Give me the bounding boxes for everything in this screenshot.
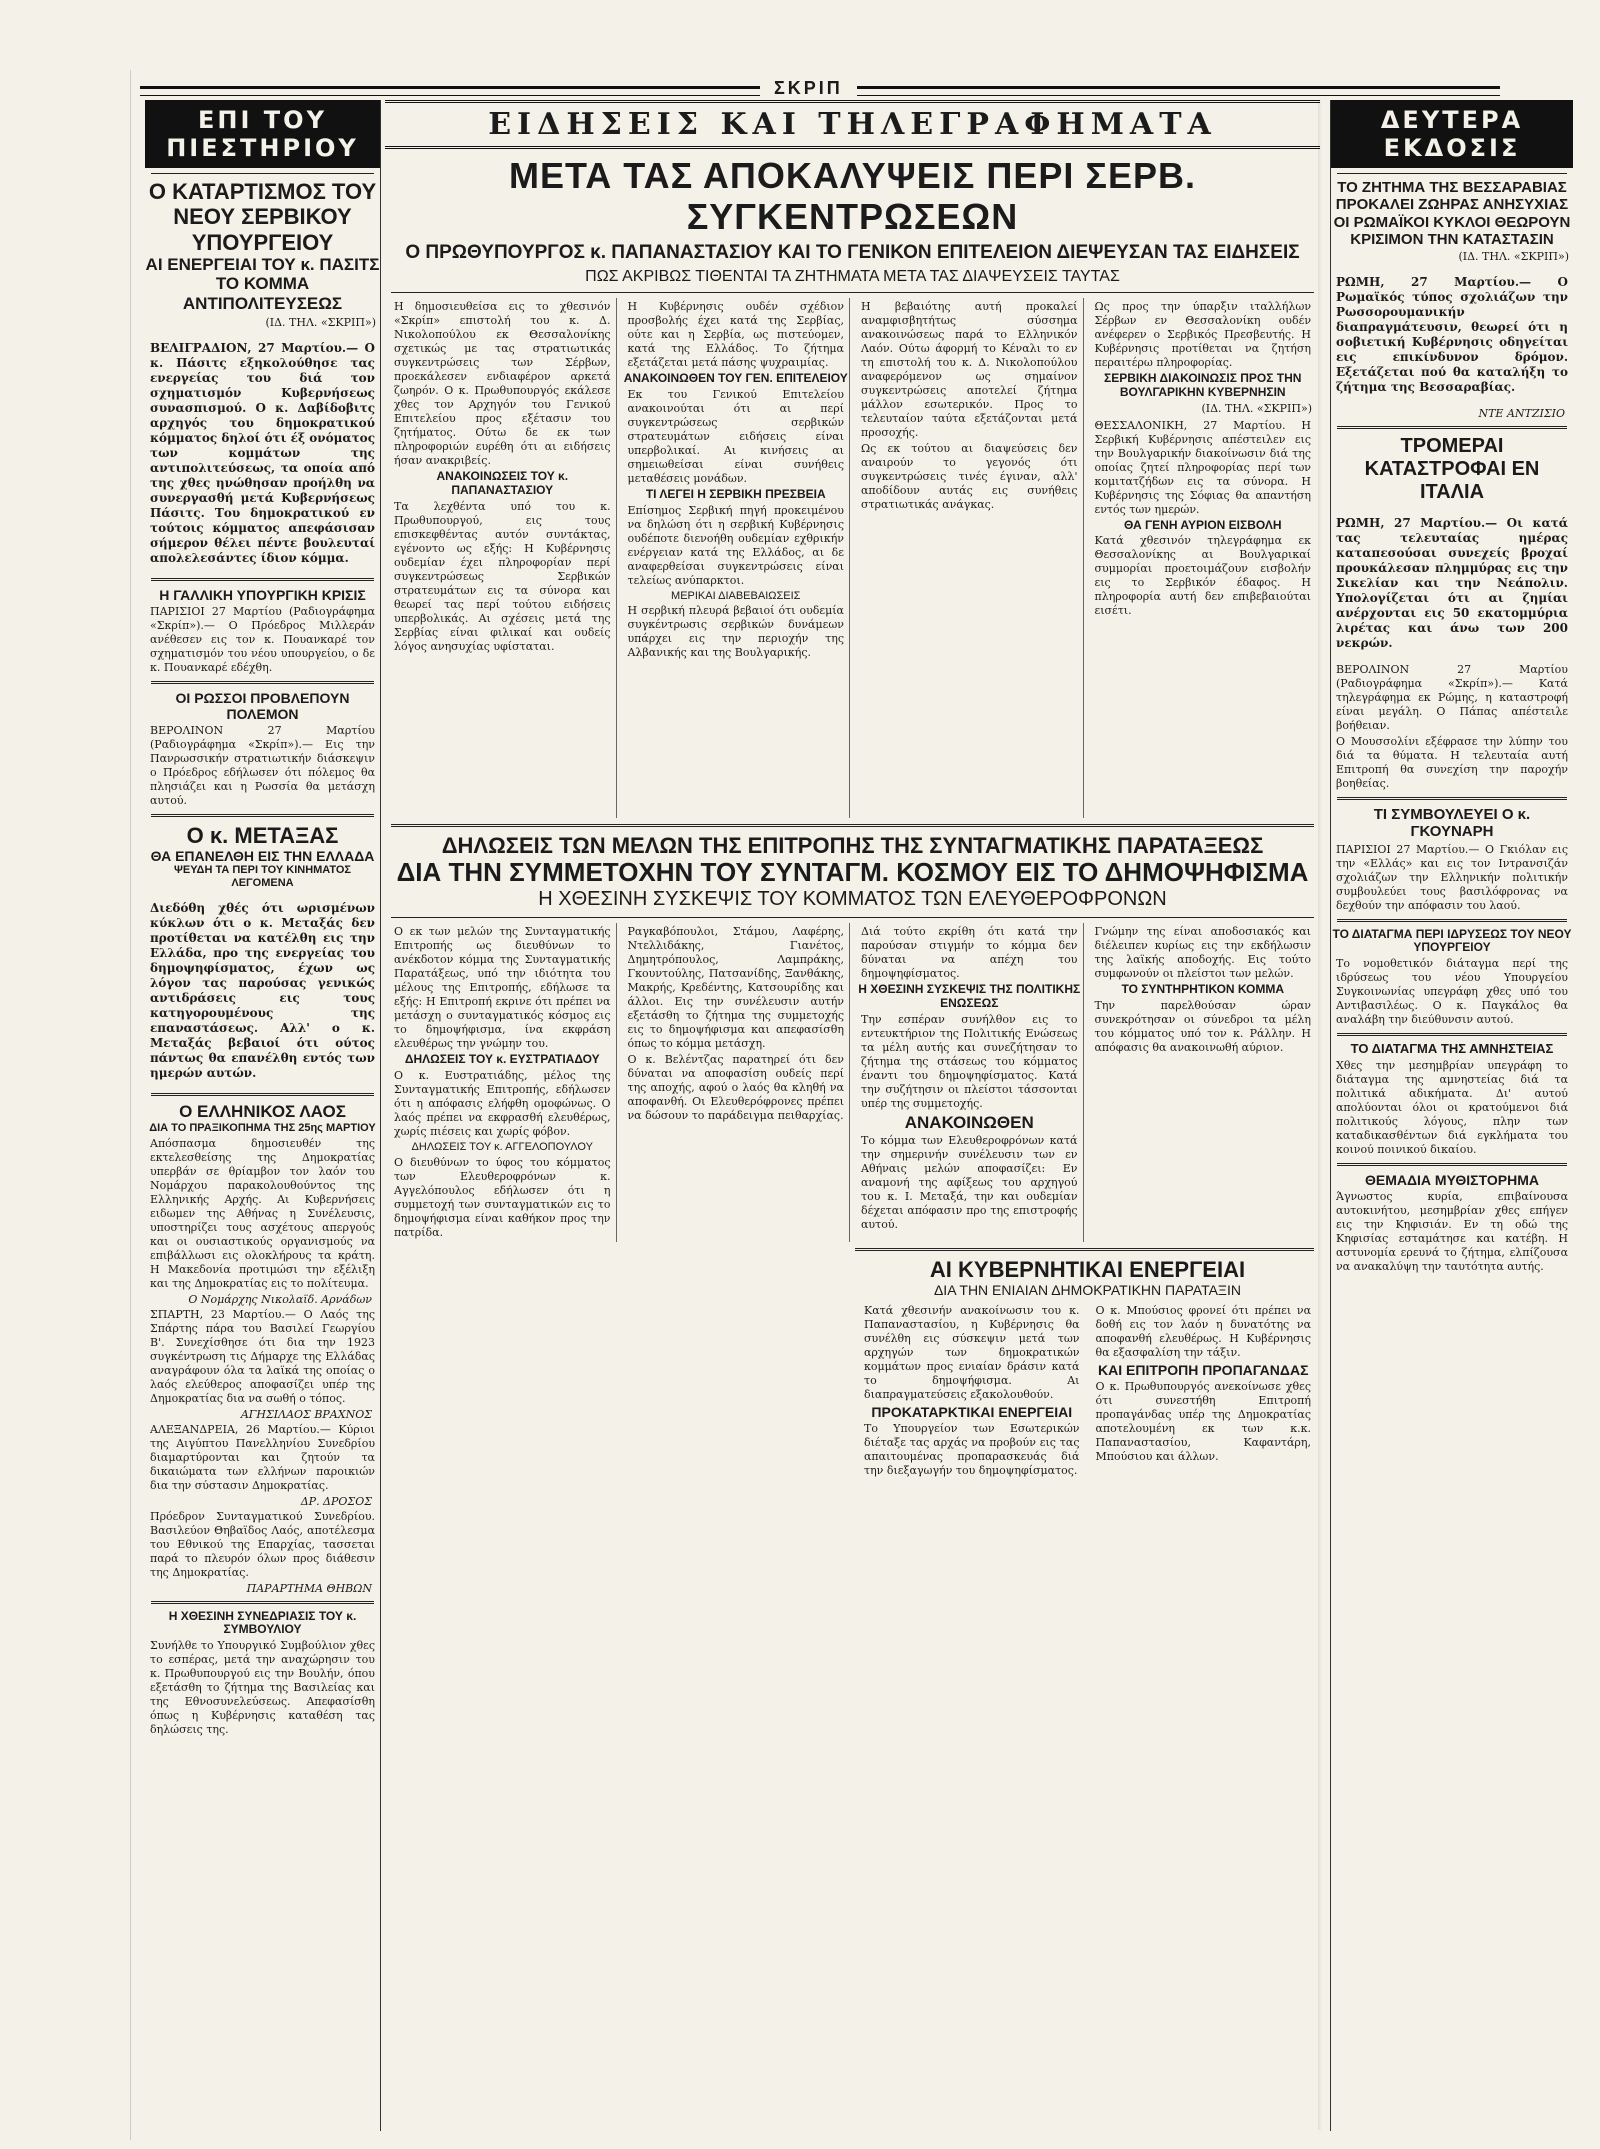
- article-body: ΒΕΛΙΓΡΑΔΙΟΝ, 27 Μαρτίου.— Ο κ. Πάσιτς εξηκολούθησε τας ενεργείας του διά τον σχηματισμόν Κυβερνήσεως συνασπισμού. Ο κ. Δαβίδοβιτς αρχηγός του δημοκρατικού κόμματος δηλοί ότι έξ ονόματος των κομμάτων της αντιπολιτεύσεως, τα οποία από της χθες ηνώθησαν προήλθη να συνεργασθή μετά Κυβερνήσεως Πάσιτς. Του δημοκρατικού εν τούτοις κόμματος απεφάσισαν σήμερον θέλει πέντε βουλευταί απολελεσάντες ίδιον κόμμα.: [150, 340, 375, 565]
- article-body: Πρόεδρον Συνταγματικού Συνεδρίου. Βασιλεύον Θηβαϊδος Λαός, αποτέλεσμα του Εθνικού της Επαρχίας, τασσεται παρά το πλευρόν όλων προς διάθεσιν της Δημοκρατίας.: [150, 1509, 375, 1579]
- divider: [151, 173, 374, 174]
- main-story-col-1: [389, 298, 617, 818]
- subheadline-pasic: ΑΙ ΕΝΕΡΓΕΙΑΙ ΤΟΥ κ. ΠΑΣΙΤΣ: [145, 254, 380, 274]
- headline-gounaris: ΤΙ ΣΥΜΒΟΥΛΕΥΕΙ Ο κ. ΓΚΟΥΝΑΡΗ: [1373, 806, 1531, 841]
- article-body: Εκ του Γενικού Επιτελείου ανακοινούται ότι αι περί συγκεντρώσεως σερβικών στρατευμάτων ειδήσεις είναι υπερβολικαί. Αι κινήσεις αι σημειωθείσαι είναι συνήθεις μεταθέσεις μονάδων.: [627, 387, 844, 485]
- subheadline-opposition: ΤΟ ΚΟΜΜΑ ΑΝΤΙΠΟΛΙΤΕΥΣΕΩΣ: [182, 274, 343, 313]
- subhead-assurances: ΜΕΡΙΚΑΙ ΔΙΑΒΕΒΑΙΩΣΕΙΣ: [671, 589, 801, 602]
- subhead-conservative: ΤΟ ΣΥΝΤΗΡΗΤΙΚΟΝ ΚΟΜΜΑ: [1121, 982, 1285, 997]
- credit: (ΙΔ. ΤΗΛ. «ΣΚΡΙΠ»): [265, 315, 376, 329]
- left-column: [145, 100, 381, 2131]
- divider: [391, 824, 1314, 827]
- article-body: ΡΩΜΗ, 27 Μαρτίου.— Ο Ρωμαϊκός τύπος σχολιάζων την Ρωσσορουμανικήν διαπραγμάτευσιν, θεωρεί ότι η σοβιετική Κυβέρνησις οδηγείται εις επικίνδυνον δρόμον. Εξετάζεται πού θα καταλήξη το ζήτημα της Βεσσαραβίας.: [1336, 275, 1568, 394]
- subhead-serbian-embassy: ΤΙ ΛΕΓΕΙ Η ΣΕΡΒΙΚΗ ΠΡΕΣΒΕΙΑ: [645, 486, 826, 501]
- article-body: Ως προς την ύπαρξιν ιταλλήλων Σέρβων εν Θεσσαλονίκη ουδέν ανέφερεν ο Σερβικός Πρεσβευτής. Η Κυβέρνησις προτίθεται να ζητήση περαιτέρω πληροφορίας.: [1094, 300, 1311, 370]
- gov-col-2: [1091, 1302, 1317, 1480]
- divider: [855, 1248, 1314, 1251]
- article-body: Συνήλθε το Υπουργικό Συμβούλιον χθες το εσπέρας, μετά την αναχώρησιν του κ. Πρωθυπουργού εις την Βουλήν, όπου εξετάσθη το ζήτημα της Βασιλείας και της Εθνοσυνελεύσεως. Απεφασίσθη όπως η Κυβέρνησις καταθέση τας δηλώσεις της.: [150, 1639, 375, 1737]
- article-body: ΑΛΕΞΑΝΔΡΕΙΑ, 26 Μαρτίου.— Κύριοι της Αιγύπτου Πανελληνίου Συνεδρίου διαμαρτύρονται και ζητούν τα δικαιώματα των ελλήνων παροικιών δια την σύστασιν Δημοκρατίας.: [150, 1422, 375, 1492]
- decl-col-4: [1090, 923, 1317, 1241]
- article-body: Το Υπουργείον των Εσωτερικών διέταξε τας αρχάς να προβούν εις τας απαιτουμένας προπαρασκευάς διά την διεξαγωγήν του δημοψηφίσματος.: [864, 1422, 1080, 1478]
- subhead-propaganda: ΚΑΙ ΕΠΙΤΡΟΠΗ ΠΡΟΠΑΓΑΝΔΑΣ: [1098, 1362, 1309, 1379]
- divider: [151, 681, 374, 684]
- subheadline-roman-circles: ΟΙ ΡΩΜΑΪΚΟΙ ΚΥΚΛΟΙ ΘΕΩΡΟΥΝ ΚΡΙΣΙΜΟΝ ΤΗΝ ΚΑΤΑΣΤΑΣΙΝ: [1333, 213, 1571, 248]
- article-body: ΠΑΡΙΣΙΟΙ 27 Μαρτίου.— Ο Γκιόλαν εις την «Ελλάς» και εις τον Ιντρανσιζάν σχολιάζων την Ελληνικήν πολιτικήν συμβουλεύει τους βασιλόφρονας να δεχθούν την απόφασιν του λαού.: [1336, 842, 1568, 912]
- article-body: Η Κυβέρνησις ουδέν σχέδιον προσβολής έχει κατά της Σερβίας, ούτε και η Σερβία, ως πιστεύομεν, κατά της Ελλάδος. Το ζήτημα εξετάζεται μετά πάσης ψυχραιμίας.: [627, 300, 844, 370]
- decl-col-2: [623, 923, 851, 1241]
- headline-new-ministry: ΤΟ ΔΙΑΤΑΓΜΑ ΠΕΡΙ ΙΔΡΥΣΕΩΣ ΤΟΥ ΝΕΟΥ ΥΠΟΥΡΓΕΙΟΥ: [1332, 926, 1572, 955]
- subheadline-referendum: ΔΙΑ ΤΗΝ ΣΥΜΜΕΤΟΧΗΝ ΤΟΥ ΣΥΝΤΑΓΜ. ΚΟΣΜΟΥ ΕΙΣ ΤΟ ΔΗΜΟΨΗΦΙΣΜΑ: [396, 857, 1309, 888]
- credit: (ΙΔ. ΤΗΛ. «ΣΚΡΙΠ»): [1458, 250, 1569, 263]
- subheadline-coup: ΔΙΑ ΤΟ ΠΡΑΞΙΚΟΠΗΜΑ ΤΗΣ 25ης ΜΑΡΤΙΟΥ: [149, 1122, 376, 1135]
- article-body: Ο κ. Βελέντζας παρατηρεί ότι δεν δύναται να αποφασίση ουδείς περί της αποχής, αφού ο λαός θα κληθή να αποφανθή. Οι Ελευθερόφρονες πρέπει να δώσουν το παράδειγμα πειθαρχίας.: [627, 1053, 844, 1123]
- divider: [151, 1601, 374, 1604]
- subheadline-pm-denial: Ο ΠΡΩΘΥΠΟΥΡΓΟΣ κ. ΠΑΠΑΝΑΣΤΑΣΙΟΥ ΚΑΙ ΤΟ ΓΕΝΙΚΟΝ ΕΠΙΤΕΛΕΙΟΝ ΔΙΕΨΕΥΣΑΝ ΤΑΣ ΕΙΔΗΣΕΙΣ: [405, 241, 1300, 263]
- article-body: Ο διευθύνων το ύφος του κόμματος των Ελευθεροφρόνων κ. Αγγελόπουλος εδήλωσεν ότι η συμμετοχή των συνταγματικών εις το δημοψήφισμα είναι καθήκον προς την πατρίδα.: [394, 1155, 611, 1239]
- article-body: Κατά χθεσινήν ανακοίνωσιν του κ. Παπαναστασίου, η Κυβέρνησις θα συνέλθη εις σύσκεψιν μετά των αρχηγών των δημοκρατικών κομμάτων προς ενιαίαν δράσιν κατά το δημοψήφισμα. Αι διαπραγματεύσεις εξακολουθούν.: [864, 1304, 1080, 1402]
- article-body: Επίσημος Σερβική πηγή προκειμένου να δηλώση ότι η σερβική Κυβέρνησις ουδέποτε διενοήθη ουδεμίαν εχθρικήν ενέργειαν κατά της Ελλάδος, αι δε αναφερθείσαι συγκεντρώσεις είναι τελείως ανύπαρκτοι.: [627, 503, 844, 587]
- article-body: ΠΑΡΙΣΙΟΙ 27 Μαρτίου (Ραδιογράφημα «Σκρίπ»).— Ο Πρόεδρος Μιλλεράν ανέθεσεν εις τον κ. Πουανκαρέ τον σχηματισμόν του νέου υπουργείου, ο δε κ. Πουανκαρέ εδέχθη.: [150, 604, 375, 674]
- middle-column: [385, 100, 1320, 2131]
- divider: [1337, 919, 1567, 922]
- subhead-pm-announcements: ΑΝΑΚΟΙΝΩΣΕΙΣ ΤΟΥ κ. ΠΑΠΑΝΑΣΤΑΣΙΟΥ: [436, 469, 569, 497]
- article-body: Κατά χθεσινόν τηλεγράφημα εκ Θεσσαλονίκης αι Βουλγαρικαί συμμορίαι προετοιμάζουν εισβολήν εις το Σερβικόν έδαφος. Η πληροφορία αυτή δεν επιβεβαιούται εισέτι.: [1094, 534, 1311, 618]
- left-banner: ΕΠΙ ΤΟΥ ΠΙΕΣΤΗΡΙΟΥ: [145, 100, 380, 168]
- article-body: Την εσπέραν συνήλθον εις το εντευκτήριον της Πολιτικής Ενώσεως τα μέλη αυτής και συνεζήτησαν το ζήτημα της στάσεως του κόμματος έναντι του δημοψηφίσματος. Κατά την συζήτησιν οι πλείστοι τάσσονται υπέρ της συμμετοχής.: [861, 1012, 1078, 1110]
- article-body: Ραγκαβόπουλοι, Στάμου, Λαφέρης, Ντελλιδάκης, Γιανέτος, Δημητρόπουλος, Λαμπράκης, Γκουντούλης, Πατσανίδης, Ξανθάκης, Μακρής, Κρεδέντης, Κατσουρίδης και άλλοι. Εις την συνέλευσιν αυτήν εξετάσθη το ζήτημα της συμμετοχής εις το δημοψήφισμα και απεφασίσθη όπως το κόμμα μετάσχη.: [627, 925, 844, 1051]
- decl-col-1: [389, 923, 617, 1241]
- article-body: ΣΠΑΡΤΗ, 23 Μαρτίου.— Ο Λαός της Σπάρτης πάρα του Βασιλεί Γεωργίου Β'. Συνεχίσθησε ότι δια την 1923 συγκέντρωση τις Δήμαρχε της Ελλάδας αναγράφουν όλα τα λαϊκά της οποίας ο λαός ελεύθερος αποφασίζει υπέρ της Δημοκρατίας δια να σωθή ο τόπος.: [150, 1307, 375, 1405]
- article-body: Η βεβαιότης αυτή προκαλεί αναμφισβητήτως σύσσημα ανακοινώσεως παρά το Ελληνικόν Λαόν. Ούτω άφορμή το Κέναλι το εν τη επιστολή του κ. Δ. Νικολοπούλου αναφερόμενον ως σημαίνον συγκεντρώσεις αποτελεί ζήτημα μάλλον εσωτερικόν. Προς το τελευταίον ταύτα εξετάζονται μετά προσοχής.: [861, 300, 1078, 440]
- signature: ΔΡ. ΔΡΟΣΟΣ: [300, 1494, 372, 1508]
- headline-government: ΑΙ ΚΥΒΕΡΝΗΤΙΚΑΙ ΕΝΕΡΓΕΙΑΙ: [929, 1256, 1246, 1282]
- article-body: ΡΩΜΗ, 27 Μαρτίου.— Οι κατά τας τελευταίας ημέρας καταπεσούσαι συνεχείς βροχαί προυκάλεσαν πλημμύρας εις την Σικελίαν και την Νεάπολιν. Υπολογίζεται ότι αι ζημίαι ανέρχονται εις 50 εκατομμύρια λιρέτας και άνω των 200 νεκρών.: [1336, 516, 1568, 650]
- paper-name: ΣΚΡΙΠ: [760, 78, 857, 99]
- headline-cabinet-meeting: Η ΧΘΕΣΙΝΗ ΣΥΝΕΔΡΙΑΣΙΣ ΤΟΥ κ. ΣΥΜΒΟΥΛΙΟΥ: [168, 1608, 357, 1637]
- main-story-col-3: [856, 298, 1084, 818]
- right-column: [1330, 100, 1573, 2131]
- article-body: Η δημοσιευθείσα εις το χθεσινόν «Σκρίπ» επιστολή του κ. Δ. Νικολοπούλου εκ Θεσσαλονίκης σχετικώς με τας στρατιωτικάς συγκεντρώσεις των Σέρβων, προεκάλεσεν ενδιαφέρον αρκετά ζωηρόν. Ο κ. Πρωθυπουργός εκάλεσε χθες τον Αρχηγόν του Γενικού Επιτελείου προς εξέτασιν του ζητήματος. Ούτω δε εκ των πληροφοριών ευρέθη ότι αι ειδήσεις ήσαν ανακριβείς.: [394, 300, 611, 468]
- article-body: Ο κ. Μπούσιος φρονεί ότι πρέπει να δοθή εις τον λαόν η δυνατότης να αποφανθή ελευθέρως. Η Κυβέρνησις θα εξασφαλίση την τάξιν.: [1095, 1304, 1311, 1360]
- subheadline-metaxas-false: ΨΕΥΔΗ ΤΑ ΠΕΡΙ ΤΟΥ ΚΙΝΗΜΑΤΟΣ ΛΕΓΟΜΕΝΑ: [173, 864, 352, 889]
- headline-bessarabia: ΤΟ ΖΗΤΗΜΑ ΤΗΣ ΒΕΣΣΑΡΑΒΙΑΣ ΠΡΟΚΑΛΕΙ ΖΩΗΡΑΣ ΑΝΗΣΥΧΙΑΣ: [1335, 179, 1569, 214]
- subhead-angelopoulos: ΔΗΛΩΣΕΙΣ ΤΟΥ κ. ΑΓΓΕΛΟΠΟΥΛΟΥ: [411, 1141, 593, 1153]
- headline-serbian-cabinet: Ο ΚΑΤΑΡΤΙΣΜΟΣ ΤΟΥ ΝΕΟΥ ΣΕΡΒΙΚΟΥ ΥΠΟΥΡΓΕΙΟΥ: [148, 179, 377, 255]
- divider: [151, 578, 374, 581]
- divider: [1337, 1163, 1567, 1166]
- subhead-general-staff: ΑΝΑΚΟΙΝΩΘΕΝ ΤΟΥ ΓΕΝ. ΕΠΙΤΕΛΕΙΟΥ: [623, 371, 848, 386]
- declarations-columns: [385, 923, 1320, 1241]
- subhead-efstratiadis: ΔΗΛΩΣΕΙΣ ΤΟΥ κ. ΕΥΣΤΡΑΤΙΑΔΟΥ: [404, 1052, 600, 1067]
- second-edition-banner: ΔΕΥΤΕΡΑ ΕΚΔΟΣΙΣ: [1331, 100, 1573, 168]
- divider: [1337, 173, 1567, 174]
- headline-serbian-concentrations: ΜΕΤΑ ΤΑΣ ΑΠΟΚΑΛΥΨΕΙΣ ΠΕΡΙ ΣΕΡΒ. ΣΥΓΚΕΝΤΡΩΣΕΩΝ: [508, 155, 1197, 238]
- main-story-col-2: [623, 298, 851, 818]
- headline-russians-war: ΟΙ ΡΩΣΣΟΙ ΠΡΟΒΛΕΠΟΥΝ ΠΟΛΕΜΟΝ: [175, 689, 350, 722]
- article-body: Ο Μουσσολίνι εξέφρασε την λύπην του διά τα θύματα. Η τελευταία αυτή Επιτροπή θα συνεχίση την παροχήν βοηθείας.: [1336, 735, 1568, 790]
- article-body: Ο κ. Ευστρατιάδης, μέλος της Συνταγματικής Επιτροπής, εδήλωσεν ότι η απόφασις ελήφθη ομοφώνως. Ο λαός πρέπει να εκφρασθή ελευθέρως, χωρίς πιέσεις και χωρίς φόβον.: [394, 1069, 611, 1138]
- page-fold: [1318, 100, 1322, 2130]
- article-body: Διά τούτο εκρίθη ότι κατά την παρούσαν στιγμήν το κόμμα δεν δύναται να απέχη του δημοψηφίσματος.: [861, 925, 1078, 981]
- gov-col-1: [859, 1302, 1085, 1480]
- divider: [1337, 426, 1567, 429]
- government-columns: [855, 1302, 1320, 1480]
- subheadline-freethinkers: Η ΧΘΕΣΙΝΗ ΣΥΣΚΕΨΙΣ ΤΟΥ ΚΟΜΜΑΤΟΣ ΤΩΝ ΕΛΕΥΘΕΡΟΦΡΟΝΩΝ: [538, 888, 1167, 911]
- headline-declarations: ΔΗΛΩΣΕΙΣ ΤΩΝ ΜΕΛΩΝ ΤΗΣ ΕΠΙΤΡΟΠΗΣ ΤΗΣ ΣΥΝΤΑΓΜΑΤΙΚΗΣ ΠΑΡΑΤΑΞΕΩΣ: [441, 833, 1264, 859]
- divider: [151, 1093, 374, 1096]
- main-story-col-4: [1090, 298, 1317, 818]
- article-body: ΒΕΡΟΛΙΝΟΝ 27 Μαρτίου (Ραδιογράφημα «Σκρίπ»).— Κατά τηλεγράφημα εκ Ρώμης, η καταστροφή είναι μεγάλη. Ο Πάπας απέστειλε βοήθειαν.: [1336, 663, 1568, 732]
- signature: Ο Νομάρχης Νικολαϊδ. Αρνάδων: [188, 1292, 372, 1306]
- divider: [1337, 797, 1567, 800]
- subheadline-issues: ΠΩΣ ΑΚΡΙΒΩΣ ΤΙΘΕΝΤΑΙ ΤΑ ΖΗΤΗΜΑΤΑ ΜΕΤΑ ΤΑΣ ΔΙΑΨΕΥΣΕΙΣ ΤΑΥΤΑΣ: [585, 267, 1120, 285]
- signature: ΝΤΕ ΑΝΤΖΙΣΙΟ: [1478, 407, 1565, 420]
- article-body: Το νομοθετικόν διάταγμα περί της ιδρύσεως του νέου Υπουργείου Συγκοινωνίας υπεγράφη χθες υπό του Αντιβασιλέως. Ο κ. Παγκάλος θα αναλάβη την διεύθυνσιν αυτού.: [1336, 957, 1568, 1027]
- headline-metaxas: Ο κ. ΜΕΤΑΞΑΣ: [186, 822, 339, 848]
- signature: ΠΑΡΑΡΤΗΜΑ ΘΗΒΩΝ: [246, 1581, 372, 1595]
- credit: (ΙΔ. ΤΗΛ. «ΣΚΡΙΠ»): [1201, 401, 1312, 415]
- article-body: Η σερβική πλευρά βεβαιοί ότι ουδεμία συγκέντρωσις σερβικών δυνάμεων υπάρχει εις την περιοχήν της Αλβανικής και της Βουλγαρικής.: [627, 604, 844, 660]
- divider: [391, 292, 1314, 293]
- headline-greek-people: Ο ΕΛΛΗΝΙΚΟΣ ΛΑΟΣ: [179, 1102, 346, 1122]
- divider: [391, 917, 1314, 918]
- subhead-announcement: ΑΝΑΚΟΙΝΩΘΕΝ: [904, 1112, 1034, 1132]
- decl-col-3: [856, 923, 1084, 1241]
- article-body: Χθες την μεσημβρίαν υπεγράφη το διάταγμα της αμνηστείας διά τα πολιτικά αδικήματα. Δι' αυτού απολύονται όλοι οι κρατούμενοι διά πολιτικούς λόγους, πλην των καταδικασθέντων διά εγκλήματα του κοινού ποινικού δικαίου.: [1336, 1059, 1568, 1157]
- headline-french-crisis: Η ΓΑΛΛΙΚΗ ΥΠΟΥΡΓΙΚΗ ΚΡΙΣΙΣ: [159, 586, 366, 603]
- subheadline-democratic-front: ΔΙΑ ΤΗΝ ΕΝΙΑΙΑΝ ΔΗΜΟΚΡΑΤΙΚΗΝ ΠΑΡΑΤΑΞΙΝ: [933, 1281, 1242, 1298]
- divider: [1337, 1033, 1567, 1036]
- article-body: Γνώμην της είναι αποδοσιακός και διέλειπεν κυρίως εις την εκδήλωσιν της λαϊκής αποδοχής. Εις τούτο συμφωνούν οι πλείστοι των μελών.: [1094, 925, 1311, 981]
- article-body: Την παρελθούσαν ώραν συνεκρότησαν οι σύνεδροι τα μέλη του κόμματος υπό τον κ. Ράλλην. Η απόφασις θα ανακοινωθή αύριον.: [1094, 999, 1311, 1054]
- news-banner: ΕΙΔΗΣΕΙΣ ΚΑΙ ΤΗΛΕΓΡΑΦΗΜΑΤΑ: [385, 100, 1320, 149]
- subhead-invasion: ΘΑ ΓΕΝΗ ΑΥΡΙΟΝ ΕΙΣΒΟΛΗ: [1123, 517, 1282, 532]
- article-body: Απόσπασμα δημοσιευθέν της εκτελεσθείσης της Δημοκρατίας υπερβάν σε θρίαμβον τον λαόν του Νομάρχου παρακολουθούντος της Ελληνικής Αρχής. Αι Κυβερνήσεις ειδωμεν της Αθήνας η Συνέλευσις, υποστηρίζει τους ασχέτους απεργούς και οι ουσιαστικούς οργανισμούς να επιβάλλωσι εις ολοκλήρους τα κράτη. Η Μακεδονία προτιμώσι την εξέλιξη και της Δημοκρατίας εις το πολίτευμα.: [150, 1136, 375, 1290]
- article-body: Διεδόθη χθές ότι ωρισμένων κύκλων ότι ο κ. Μεταξάς δεν προτίθεται να κατέλθη εις την Ελλάδα, προ της ενεργείας του δημοψηφίσματος, έχων ως λόγον τας παρούσας γενικώς αντιδράσεις εις τους κατηγορουμένους της επαναστάσεως. Αλλ' ο κ. Μεταξάς βεβαιοί ότι ούτος πάντως θα επανέλθη εντός των ημερών αυτών.: [150, 901, 375, 1081]
- article-body: ΘΕΣΣΑΛΟΝΙΚΗ, 27 Μαρτίου. Η Σερβική Κυβέρνησις απέστειλεν εις την Βουλγαρικήν διακοίνωσιν διά της οποίας ζητεί πληροφορίας περί των κομιτατζήδων εις τα σύνορα. Η Κυβέρνησις της Σόφιας θα απαντήση εντός των ημερών.: [1094, 418, 1311, 516]
- headline-italy-disasters: ΤΡΟΜΕΡΑΙ ΚΑΤΑΣΤΡΟΦΑΙ ΕΝ ΙΤΑΛΙΑ: [1364, 435, 1540, 503]
- article-body: Άγνωστος κυρία, επιβαίνουσα αυτοκινήτου, μεσημβρίαν χθες επήγεν εις την Κηφισιάν. Εν τη οδώ της Κηφισίας εσταμάτησε και κατέβη. Η αστυνομία ερευνά το ζήτημα, ελπίζουσα να ανακαλύψη την ταυτότητα αυτής.: [1336, 1190, 1568, 1274]
- article-body: Ο εκ των μελών της Συνταγματικής Επιτροπής ως διευθύνων το ανέκδοτον κόμμα της Συνταγματικής Παρατάξεως, υπό την ιδιότητα του μέλους της Επιτροπής, εδήλωσε τα εξής: Η Επιτροπή εκρινε ότι πρέπει να μετάσχη ο συνταγματικός κόσμος εις το δημοψήφισμα, ίνα εκφράση ελευθέρως την γνώμην του.: [394, 925, 611, 1051]
- article-body: Ως εκ τούτου αι διαψεύσεις δεν αναιρούν το γεγονός ότι συγκεντρώσεις τινές έγιναν, αλλ' αποδίδουν αυτάς εις συνήθεις στρατιωτικάς ανάγκας.: [861, 442, 1078, 512]
- subhead-political-union: Η ΧΘΕΣΙΝΗ ΣΥΣΚΕΨΙΣ ΤΗΣ ΠΟΛΙΤΙΚΗΣ ΕΝΩΣΕΩΣ: [858, 982, 1081, 1010]
- subhead-serbian-note: ΣΕΡΒΙΚΗ ΔΙΑΚΟΙΝΩΣΙΣ ΠΡΟΣ ΤΗΝ ΒΟΥΛΓΑΡΙΚΗΝ ΚΥΒΕΡΝΗΣΙΝ: [1104, 371, 1302, 399]
- headline-novel: ΘΕΜΑΔΙΑ ΜΥΘΙΣΤΟΡΗΜΑ: [1364, 1172, 1539, 1189]
- signature: ΑΓΗΣΙΛΑΟΣ ΒΡΑΧΝΟΣ: [240, 1407, 372, 1421]
- article-body: Τα λεχθέντα υπό του κ. Πρωθυπουργού, εις τους επισκεφθέντας αυτόν συντάκτας, εγένοντο ως εξής: Η Κυβέρνησις ουδεμίαν έχει πληροφορίαν περί συγκεντρώσεως Σερβικών στρατευμάτων εις τα σύνορα και θεωρεί τας περί τούτου ειδήσεις υπερβολικάς. Αι σχέσεις μετά της Σερβίας είναι φιλικαί και ουδείς λόγος ανησυχίας υφίσταται.: [394, 499, 611, 653]
- article-body: Το κόμμα των Ελευθεροφρόνων κατά την σημερινήν συνέλευσιν των εν Αθήναις μελών αποφασίζει: Εν αναμονή της αφίξεως του αρχηγού του κ. Ι. Μεταξά, την και ουδεμίαν δέχεται απόφασιν προ της επιστροφής αυτού.: [861, 1134, 1078, 1232]
- subhead-preliminary: ΠΡΟΚΑΤΑΡΚΤΙΚΑΙ ΕΝΕΡΓΕΙΑΙ: [871, 1404, 1073, 1421]
- article-body: ΒΕΡΟΛΙΝΟΝ 27 Μαρτίου (Ραδιογράφημα «Σκρίπ»).— Εις την Πανρωσσικήν στρατιωτικήν διάσκεψιν ο Πρόεδρος εδήλωσεν ότι πόλεμος θα πλησιάζει και η Ρωσσία θα μετάσχη αυτού.: [150, 723, 375, 807]
- subheadline-metaxas-return: ΘΑ ΕΠΑΝΕΛΘΗ ΕΙΣ ΤΗΝ ΕΛΛΑΔΑ: [150, 848, 375, 865]
- divider: [151, 814, 374, 817]
- article-body: Ο κ. Πρωθυπουργός ανεκοίνωσε χθες ότι συνεστήθη Επιτροπή προπαγάνδας υπέρ της Δημοκρατίας αποτελουμένη εκ των κ.κ. Παπαναστασίου, Καφαντάρη, Μπούσιου και άλλων.: [1095, 1380, 1311, 1464]
- main-story-columns: [385, 298, 1320, 818]
- government-story: [855, 1257, 1320, 1480]
- headline-amnesty: ΤΟ ΔΙΑΤΑΓΜΑ ΤΗΣ ΑΜΝΗΣΤΕΙΑΣ: [1350, 1041, 1554, 1057]
